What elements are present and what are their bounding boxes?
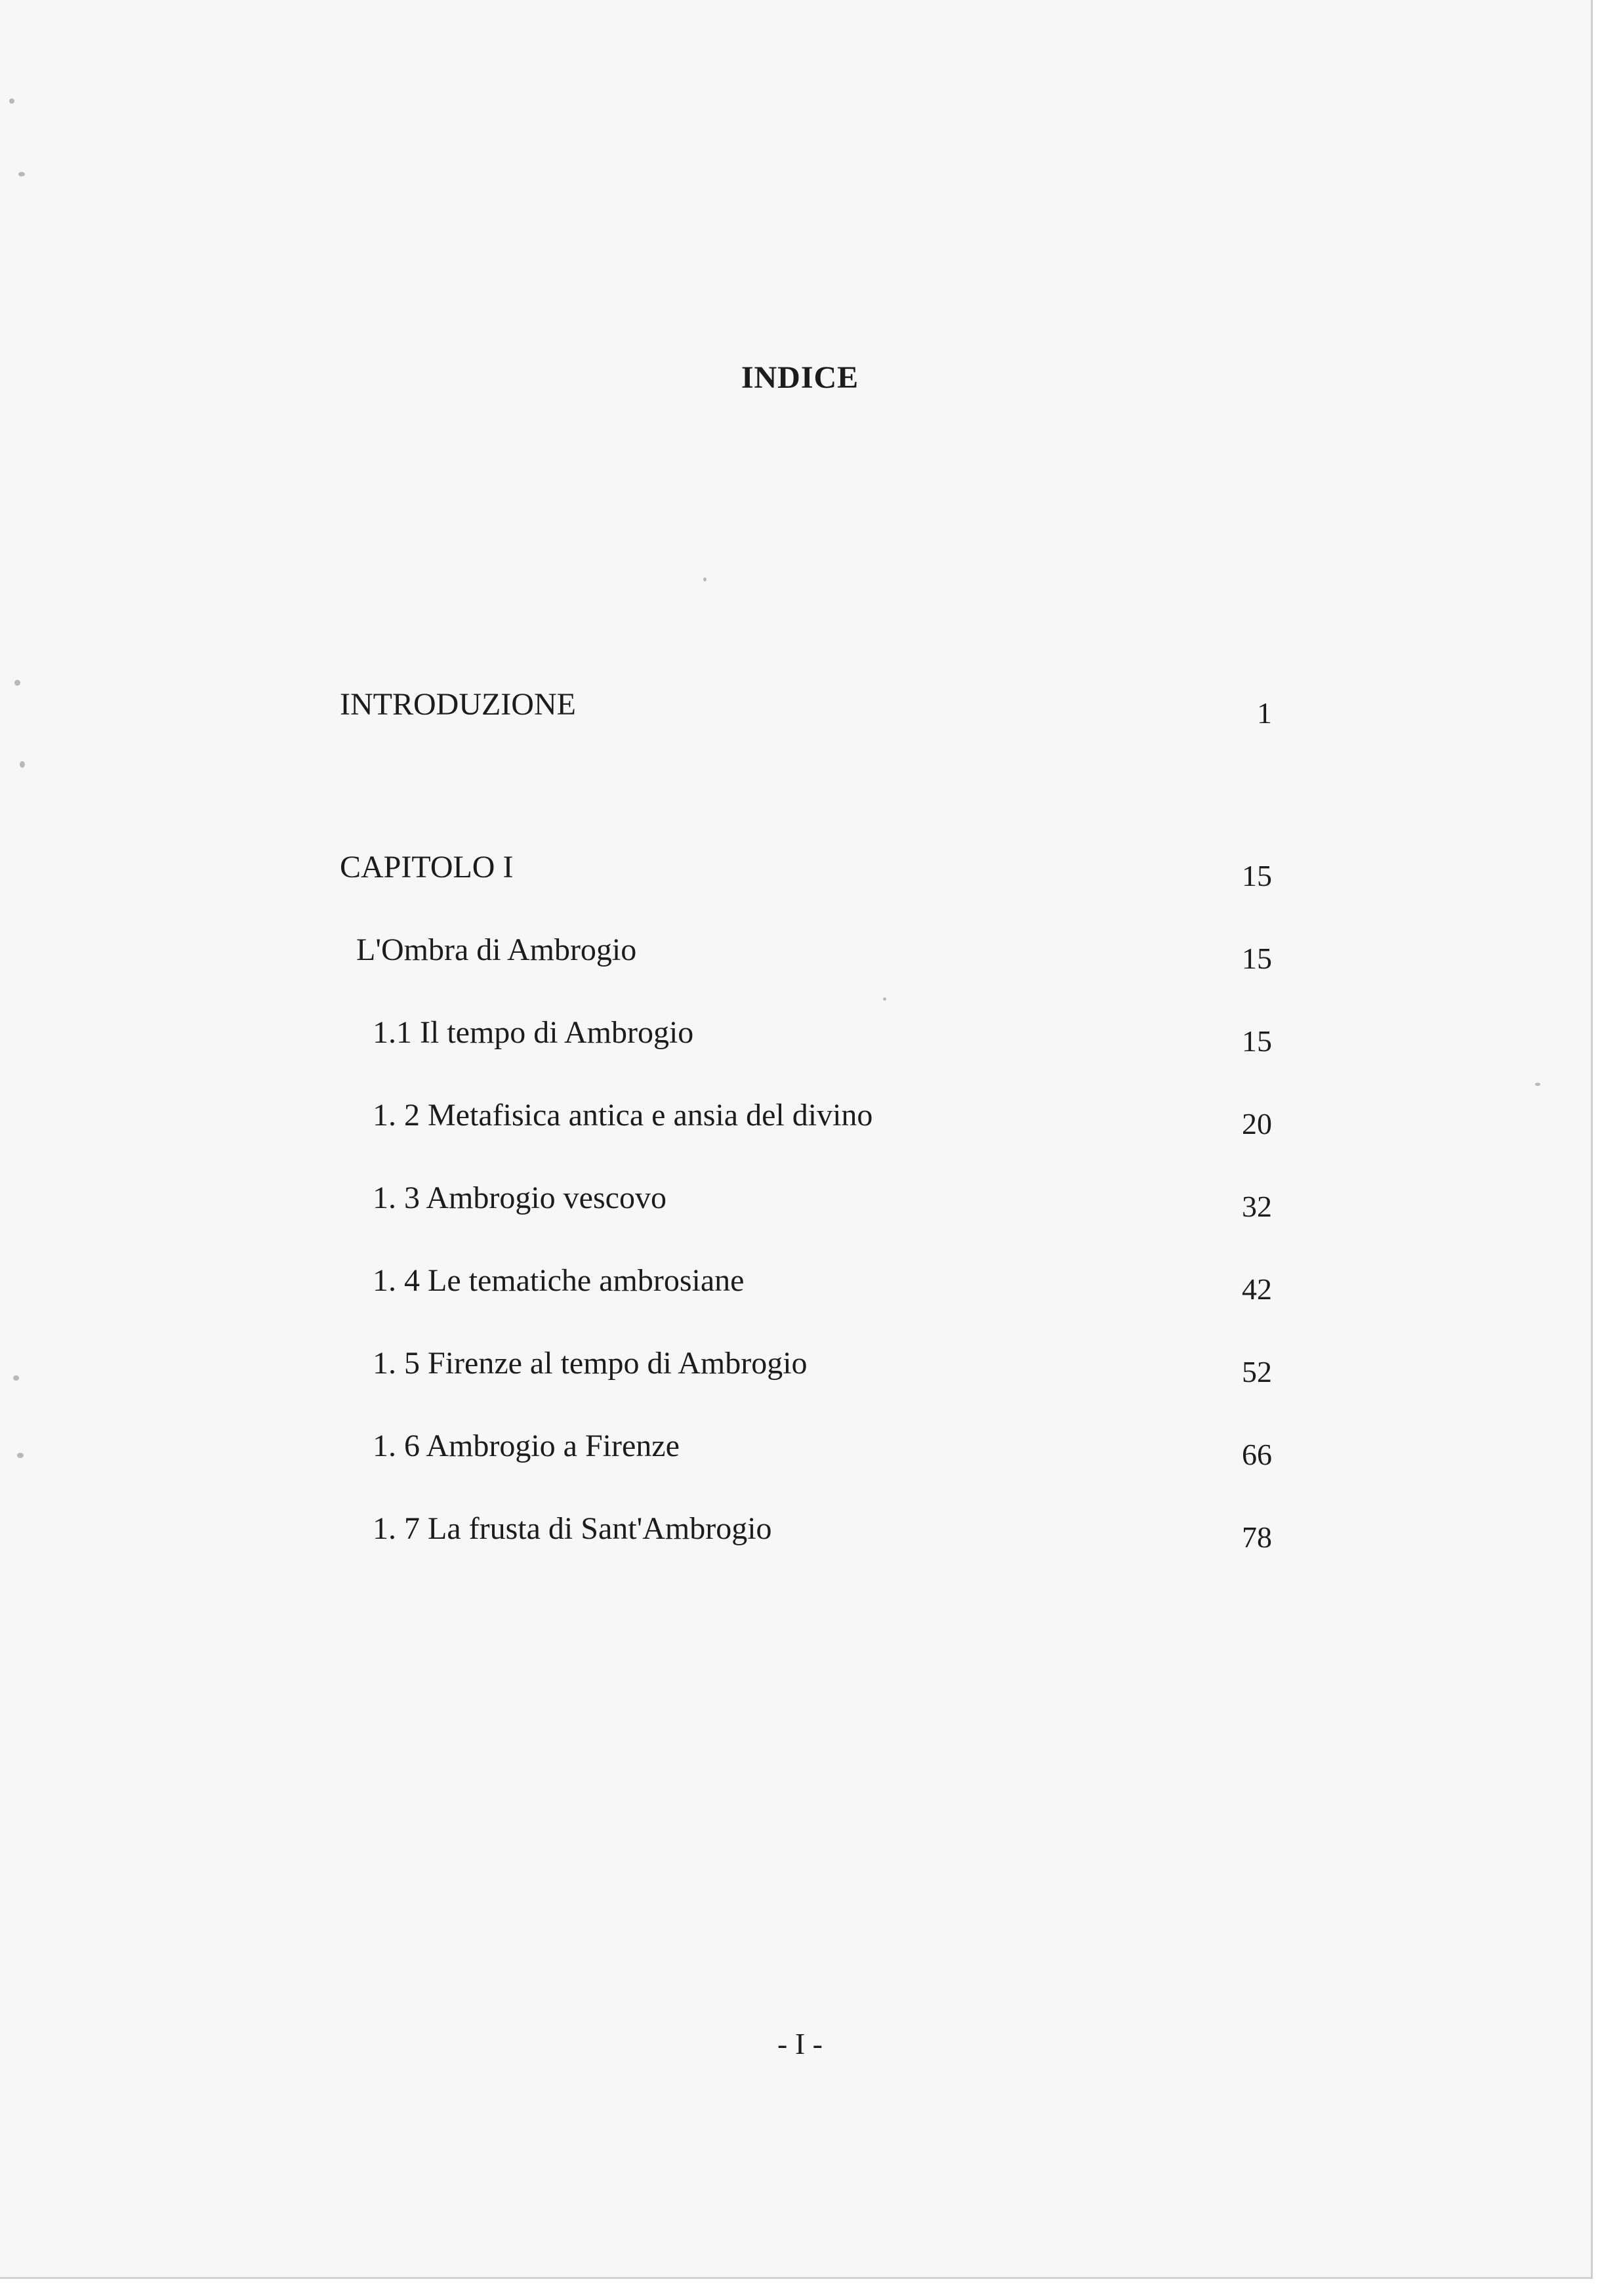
- toc-entry-page: 1: [1257, 696, 1272, 730]
- scan-speck: [14, 680, 20, 686]
- toc-entry-introduzione: [0, 686, 1600, 730]
- toc-entry-page: 15: [1242, 859, 1272, 892]
- page-number: - I -: [777, 2027, 823, 2060]
- toc-entry-page: 78: [1242, 1520, 1272, 1554]
- toc-entry-label: 1.1 Il tempo di Ambrogio: [373, 1015, 694, 1050]
- toc-entry-label: 1. 3 Ambrogio vescovo: [373, 1180, 667, 1215]
- toc-entry-page: 15: [1242, 1024, 1272, 1058]
- toc-entry-1-4: [0, 1263, 1600, 1306]
- toc-entry-label: INTRODUZIONE: [340, 687, 576, 722]
- scan-speck: [703, 577, 707, 581]
- toc-entry-label: CAPITOLO I: [340, 850, 514, 885]
- toc-entry-1-1: [0, 1014, 1600, 1058]
- toc-entry-1-2: [0, 1097, 1600, 1140]
- toc-entry-capitolo-1: [0, 849, 1600, 892]
- toc-entry-label: L'Ombra di Ambrogio: [356, 932, 637, 967]
- scan-speck: [9, 98, 14, 104]
- toc-entry-page: 66: [1242, 1438, 1272, 1471]
- toc-entry-label: 1. 4 Le tematiche ambrosiane: [373, 1263, 745, 1298]
- toc-entry-label: 1. 7 La frusta di Sant'Ambrogio: [373, 1511, 772, 1546]
- toc-entry-label: 1. 2 Metafisica antica e ansia del divino: [373, 1098, 873, 1133]
- toc-entry-ombra-di-ambrogio: [0, 932, 1600, 975]
- toc-entry-page: 42: [1242, 1272, 1272, 1306]
- scan-speck: [883, 997, 886, 1001]
- toc-entry-label: 1. 6 Ambrogio a Firenze: [373, 1429, 680, 1463]
- toc-entry-1-3: [0, 1180, 1600, 1223]
- toc-entry-page: 52: [1242, 1355, 1272, 1388]
- scan-speck: [18, 172, 25, 177]
- toc-entry-1-7: [0, 1511, 1600, 1554]
- toc-entry-page: 15: [1242, 942, 1272, 975]
- scan-speck: [1535, 1083, 1540, 1086]
- toc-entry-1-6: [0, 1428, 1600, 1471]
- toc-entry-1-5: [0, 1345, 1600, 1388]
- scan-speck: [20, 761, 25, 768]
- toc-entry-page: 32: [1242, 1190, 1272, 1223]
- toc-entry-page: 20: [1242, 1107, 1272, 1140]
- page-title: INDICE: [741, 360, 859, 395]
- toc-entry-label: 1. 5 Firenze al tempo di Ambrogio: [373, 1346, 808, 1381]
